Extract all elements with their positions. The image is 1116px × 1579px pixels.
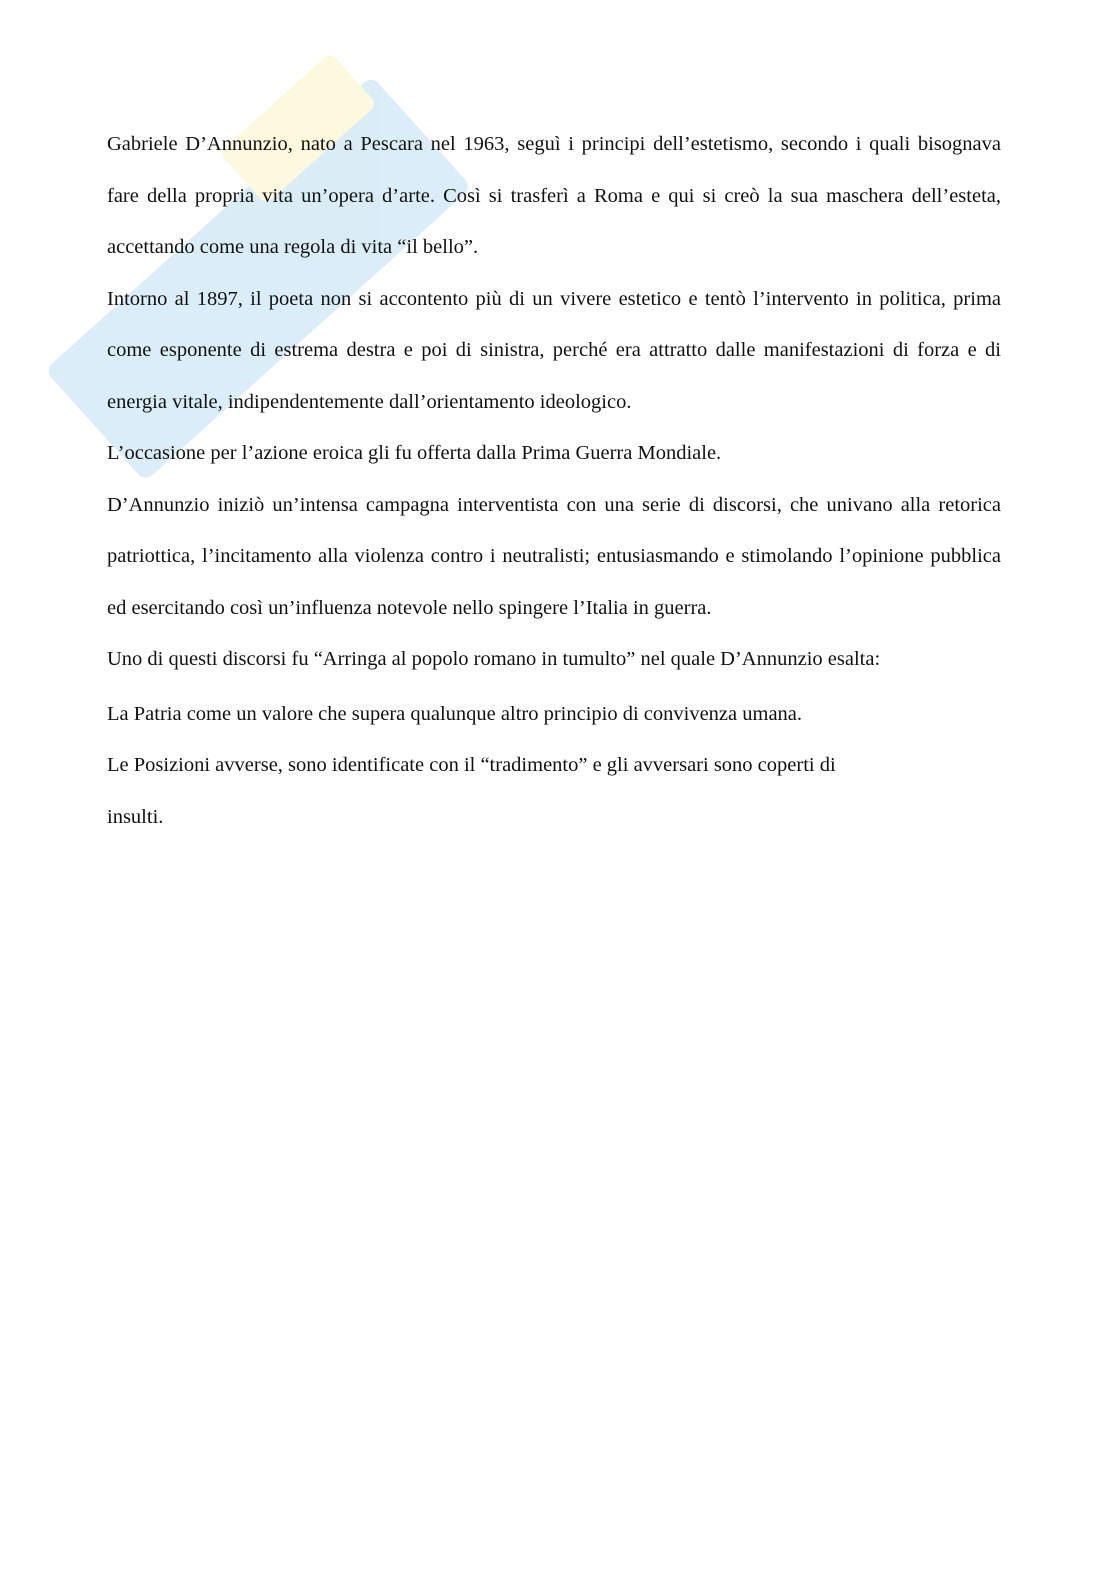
paragraph-opposing-positions: Le Posizioni avverse, sono identificate con il “tradimento” e gli avversari sono coperti di [107,754,836,776]
paragraph-biography: Gabriele D’Annunzio, nato a Pescara nel 1963, seguì i principi dell’estetismo, secondo i quali bisognava fare della propria vita un’opera d’arte. Così si trasferì a Roma e qui si creò la sua maschera dell’esteta, accettando come una regola di vita “il bello”. [107,133,1001,258]
paragraph-interventionist-campaign: D’Annunzio iniziò un’intensa campagna interventista con una serie di discorsi, che univano alla retorica patriottica, l’incitamento alla violenza contro i neutralisti; entusiasmando e stimolando l’opinione pubblica ed esercitando così un’influenza notevole nello spingere l’Italia in guerra. [107,493,1001,619]
paragraph-patria: La Patria come un valore che supera qualunque altro principio di convivenza umana. [107,702,803,725]
paragraph-war-occasion: L’occasione per l’azione eroica gli fu offerta dalla Prima Guerra Mondiale. [107,442,722,464]
paragraph-insults: insulti. [107,805,164,828]
paragraph-speech-intro: Uno di questi discorsi fu “Arringa al popolo romano in tumulto” nel quale D’Annunzio esalta: [107,648,881,670]
document-body [107,119,1001,843]
paragraph-politics: Intorno al 1897, il poeta non si accontento più di un vivere estetico e tentò l’intervento in politica, prima come esponente di estrema destra e poi di sinistra, perché era attratto dalle manifestazioni di forza e di energia vitale, indipendentemente dall’orientamento ideologico. [107,287,1001,413]
